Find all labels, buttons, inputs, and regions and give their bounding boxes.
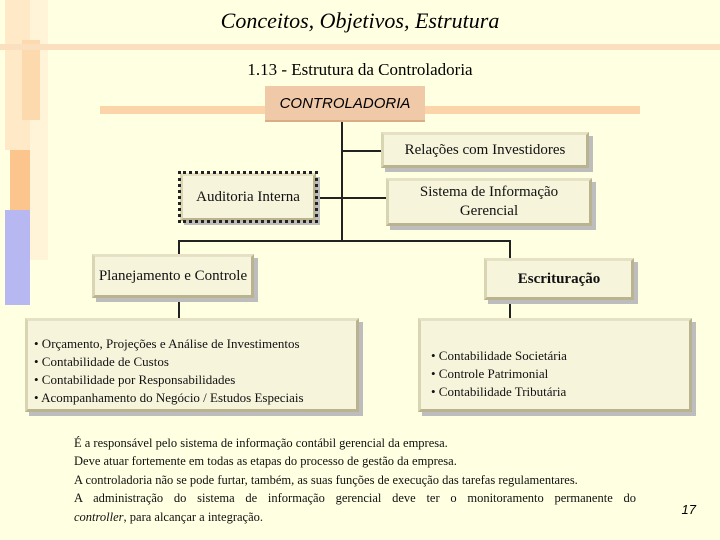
planejamento-controle-box: Planejamento e Controle [92, 254, 254, 298]
controladoria-box: CONTROLADORIA [265, 86, 425, 122]
decor-bar-pale-right [30, 0, 48, 260]
paragraph-last-rest: , para alcançar a integração. [123, 509, 264, 524]
escrituracao-item: • Controle Patrimonial [431, 366, 549, 381]
connector-auditoria [316, 197, 386, 199]
escrituracao-item: • Contabilidade Societária [431, 348, 567, 363]
page-number: 17 [681, 502, 696, 517]
planejamento-list-box [25, 318, 359, 412]
slide-title: Conceitos, Objetivos, Estrutura [220, 8, 500, 33]
planejamento-item: • Orçamento, Projeções e Análise de Investimentos [34, 336, 300, 351]
connector-planejamento-list [178, 296, 180, 320]
decor-bar-blue [5, 210, 30, 305]
title-rule [0, 44, 720, 50]
decor-bar-orange [10, 150, 32, 210]
controller-term: controller [74, 509, 124, 524]
description-paragraph [74, 434, 636, 526]
connector-trunk [341, 122, 343, 240]
relacoes-investidores-box: Relações com Investidores [381, 132, 589, 168]
auditoria-interna-box: Auditoria Interna [180, 173, 316, 221]
slide-subtitle: 1.13 - Estrutura da Controladoria [247, 60, 473, 79]
paragraph-line: É a responsável pelo sistema de informação contábil gerencial da empresa. [74, 436, 448, 450]
paragraph-line: A administração do sistema de informação gerencial deve ter o monitoramento permanente do [74, 491, 636, 506]
decor-bar-orange-upper [22, 40, 40, 120]
escrituracao-item: • Contabilidade Tributária [431, 384, 567, 399]
connector-horizontal [178, 240, 510, 242]
paragraph-line: A controladoria não se pode furtar, também, as suas funções de execução das tarefas regulamentares. [74, 472, 578, 487]
escrituracao-list-box [418, 318, 692, 412]
connector-relacoes [341, 150, 381, 152]
paragraph-line: Deve atuar fortemente em todas as etapas do processo de gestão da empresa. [74, 454, 457, 469]
connector-escrituracao [509, 240, 511, 260]
planejamento-item: • Contabilidade de Custos [34, 354, 169, 369]
paragraph-last-line [74, 508, 636, 526]
sistema-informacao-box: Sistema de Informação Gerencial [386, 178, 592, 226]
escrituracao-box: Escrituração [484, 258, 634, 300]
planejamento-item: • Contabilidade por Responsabilidades [34, 372, 236, 387]
planejamento-item: • Acompanhamento do Negócio / Estudos Especiais [34, 390, 304, 405]
